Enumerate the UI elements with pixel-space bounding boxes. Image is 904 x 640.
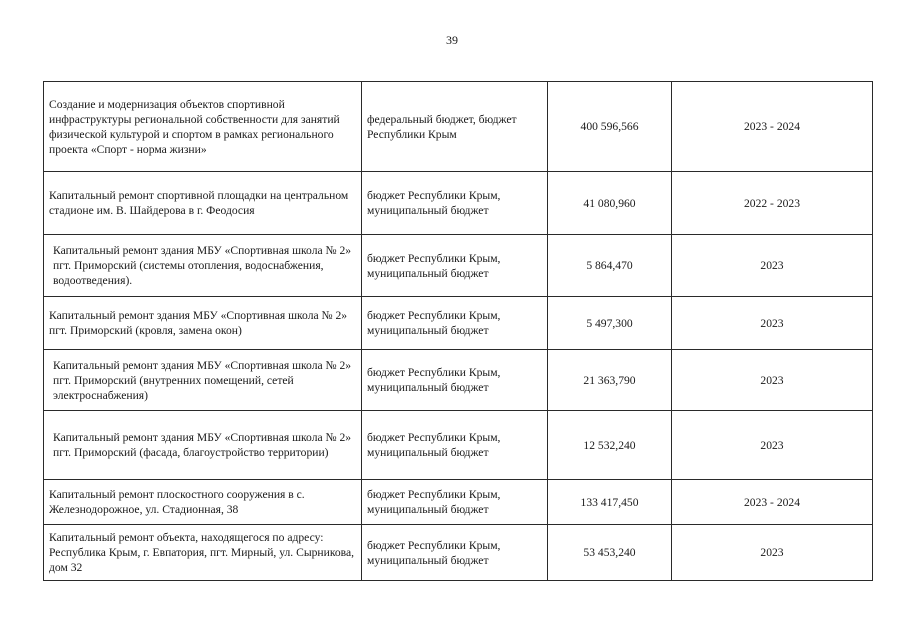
table-row (44, 525, 873, 581)
amount-cell: 21 363,790 (548, 350, 672, 411)
funding-source-cell: бюджет Республики Крым, муниципальный бюджет (362, 172, 548, 235)
funding-source-cell: бюджет Республики Крым, муниципальный бюджет (362, 411, 548, 480)
table-row (44, 297, 873, 350)
amount-cell: 5 497,300 (548, 297, 672, 350)
funding-source-cell: бюджет Республики Крым, муниципальный бюджет (362, 235, 548, 297)
funding-source-cell: федеральный бюджет, бюджет Республики Крым (362, 82, 548, 172)
page-number: 39 (446, 33, 458, 47)
object-name-cell: Капитальный ремонт здания МБУ «Спортивная школа № 2» пгт. Приморский (фасада, благоустройство территории) (44, 411, 362, 480)
period-cell: 2022 - 2023 (672, 172, 873, 235)
period-cell: 2023 (672, 411, 873, 480)
period-cell: 2023 (672, 235, 873, 297)
object-name-cell: Капитальный ремонт объекта, находящегося по адресу: Республика Крым, г. Евпатория, пгт. Мирный, ул. Сырникова, дом 32 (44, 525, 362, 581)
period-cell: 2023 (672, 350, 873, 411)
table-row (44, 480, 873, 525)
object-name-cell: Капитальный ремонт здания МБУ «Спортивная школа № 2» пгт. Приморский (внутренних помещений, сетей электроснабжения) (44, 350, 362, 411)
object-name-cell: Капитальный ремонт спортивной площадки на центральном стадионе им. В. Шайдерова в г. Феодосия (44, 172, 362, 235)
amount-cell: 41 080,960 (548, 172, 672, 235)
funding-source-cell: бюджет Республики Крым, муниципальный бюджет (362, 480, 548, 525)
table-row (44, 82, 873, 172)
table-row (44, 172, 873, 235)
period-cell: 2023 - 2024 (672, 480, 873, 525)
amount-cell: 12 532,240 (548, 411, 672, 480)
amount-cell: 400 596,566 (548, 82, 672, 172)
budget-table (43, 81, 873, 581)
amount-cell: 5 864,470 (548, 235, 672, 297)
funding-source-cell: бюджет Республики Крым, муниципальный бюджет (362, 297, 548, 350)
funding-source-cell: бюджет Республики Крым, муниципальный бюджет (362, 350, 548, 411)
table-row (44, 350, 873, 411)
table-row (44, 411, 873, 480)
amount-cell: 133 417,450 (548, 480, 672, 525)
table-row (44, 235, 873, 297)
period-cell: 2023 - 2024 (672, 82, 873, 172)
period-cell: 2023 (672, 525, 873, 581)
object-name-cell: Создание и модернизация объектов спортивной инфраструктуры региональной собственности для занятий физической культурой и спортом в рамках регионального проекта «Спорт - норма жизни» (44, 82, 362, 172)
object-name-cell: Капитальный ремонт плоскостного сооружения в с. Железнодорожное, ул. Стадионная, 38 (44, 480, 362, 525)
amount-cell: 53 453,240 (548, 525, 672, 581)
object-name-cell: Капитальный ремонт здания МБУ «Спортивная школа № 2» пгт. Приморский (системы отопления, водоснабжения, водоотведения). (44, 235, 362, 297)
object-name-cell: Капитальный ремонт здания МБУ «Спортивная школа № 2» пгт. Приморский (кровля, замена окон) (44, 297, 362, 350)
period-cell: 2023 (672, 297, 873, 350)
funding-source-cell: бюджет Республики Крым, муниципальный бюджет (362, 525, 548, 581)
